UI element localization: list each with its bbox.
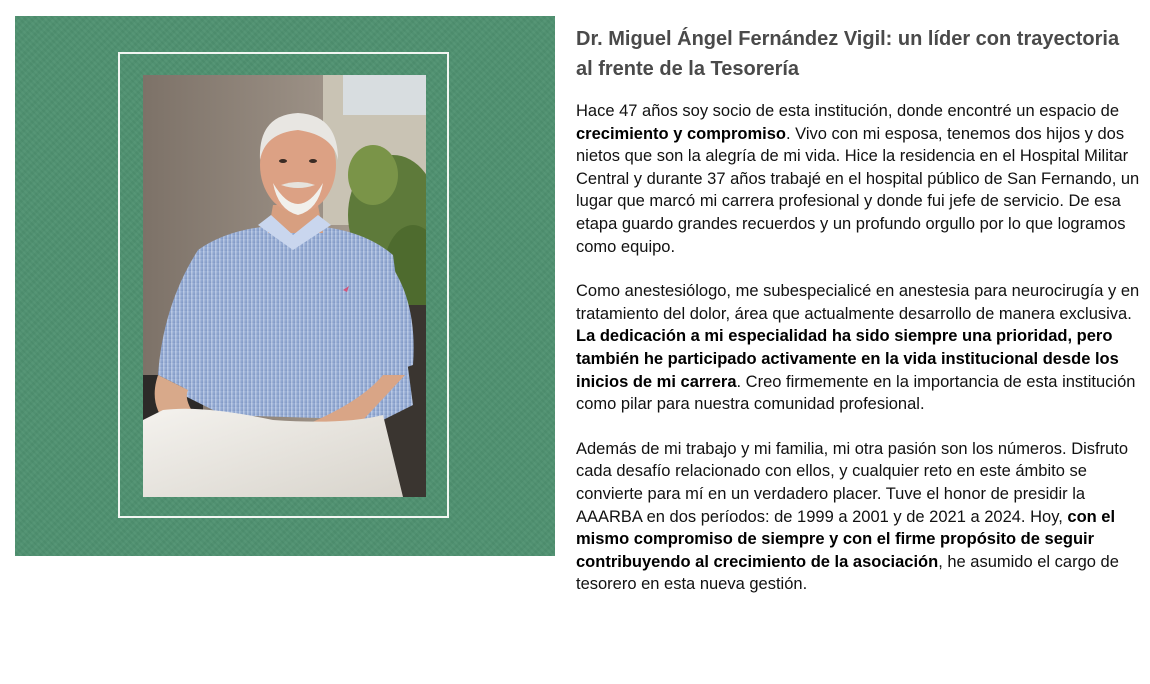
paragraph-text: Además de mi trabajo y mi familia, mi otra pasión son los números. Disfruto cada desafío relacionado con ellos, y cualquier reto en este ámbito se convierte para mí en un verdadero placer. Tuve el honor de presidir la AAARBA en dos períodos: de 1999 a 2001 y de 2021 a 2024. Hoy, bbox=[576, 439, 1129, 526]
paragraph-family bbox=[576, 100, 1140, 258]
paragraph-text: , he asumido el cargo de tesorero en esta nueva gestión. bbox=[576, 552, 1119, 594]
article-title: Dr. Miguel Ángel Fernández Vigil: un líder con trayectoria al frente de la Tesorería bbox=[576, 28, 1120, 80]
paragraph-highlight: crecimiento y compromiso bbox=[576, 124, 786, 143]
paragraph-numbers bbox=[576, 438, 1140, 596]
photo-panel bbox=[15, 16, 555, 556]
paragraph-specialty bbox=[576, 280, 1140, 416]
portrait-photo bbox=[143, 75, 426, 497]
paragraph-text: . Creo firmemente en la importancia de esta institución como pilar para nuestra comunidad profesional. bbox=[576, 372, 1136, 414]
paragraph-text: Como anestesiólogo, me subespecialicé en anestesia para neurocirugía y en tratamiento del dolor, área que actualmente desarrollo de manera exclusiva. bbox=[576, 282, 1140, 323]
article bbox=[576, 24, 1140, 618]
paragraph-text: Hace 47 años soy socio de esta institución, donde encontré un espacio de bbox=[576, 102, 1120, 120]
paragraph-text: . Vivo con mi esposa, tenemos dos hijos y dos nietos que son la alegría de mi vida. Hice la residencia en el Hospital Militar Central y durante 37 años trabajé en el hospital público de San Fernando, un lugar que marcó mi carrera profesional y donde fui jefe de servicio. De esa etapa guardo grandes recuerdos y un profundo orgullo por lo que logramos como equipo. bbox=[576, 124, 1140, 256]
paragraph-highlight: con el mismo compromiso de siempre y con el firme propósito de seguir contribuyendo al crecimiento de la asociación bbox=[576, 507, 1116, 571]
paragraph-highlight: La dedicación a mi especialidad ha sido siempre una prioridad, pero también he participado activamente en la vida institucional desde los inicios de mi carrera bbox=[576, 327, 1119, 391]
